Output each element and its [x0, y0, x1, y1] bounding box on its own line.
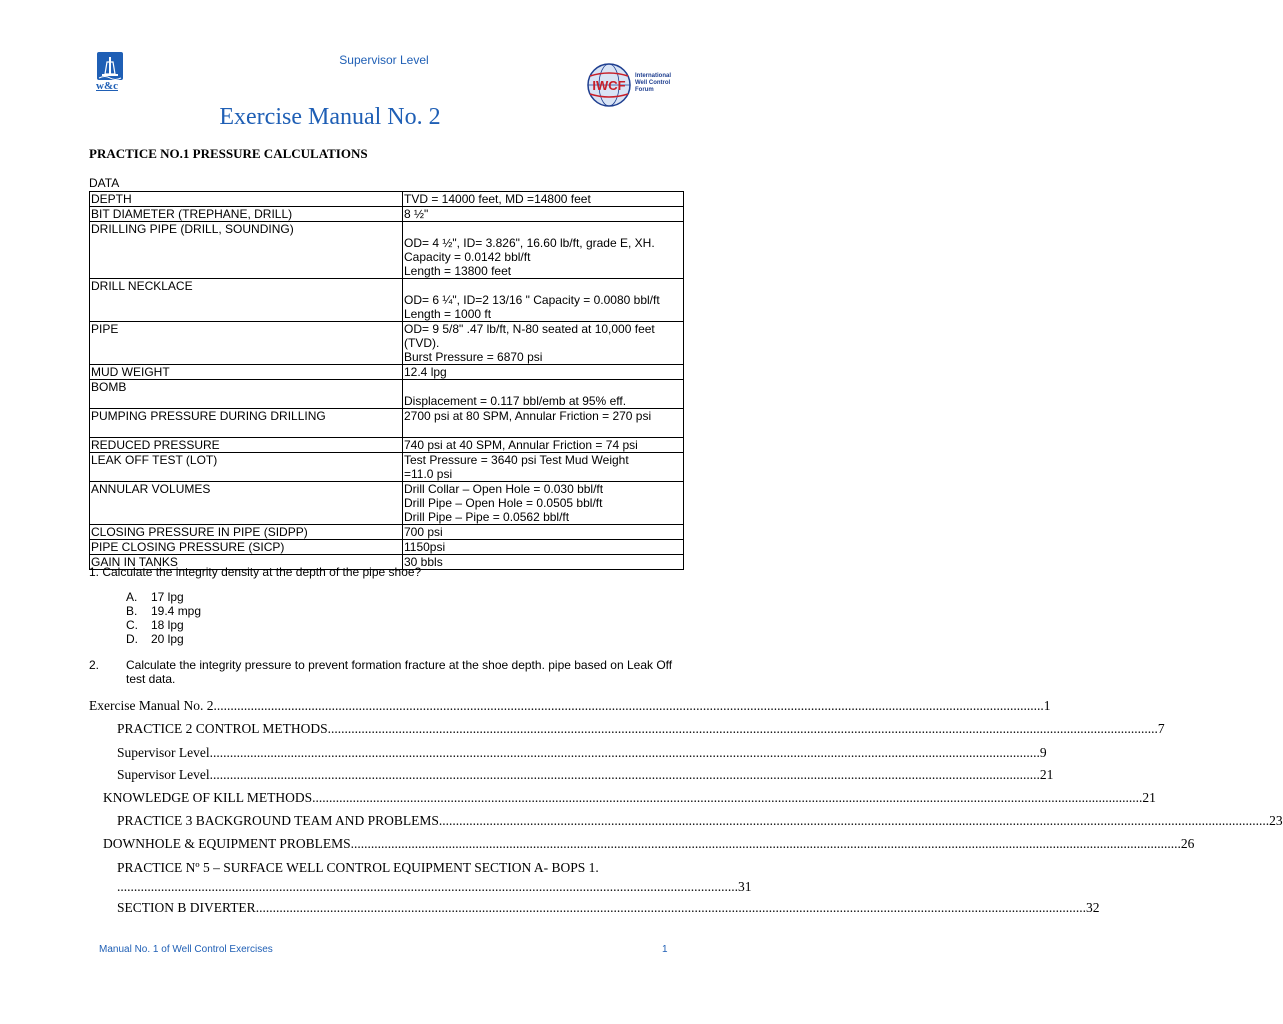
- table-key-cell: LEAK OFF TEST (LOT): [90, 453, 403, 482]
- footer-page-number: 1: [662, 944, 668, 955]
- toc-entry[interactable]: [103, 836, 1195, 852]
- iwcf-caption-line: Forum: [635, 87, 654, 93]
- table-key-cell: MUD WEIGHT: [90, 365, 403, 380]
- table-value-line: 8 ½": [404, 207, 429, 221]
- option-text: 20 lpg: [151, 632, 184, 646]
- option-letter: D.: [126, 632, 138, 646]
- toc-title: Supervisor Level: [117, 767, 210, 782]
- table-value-cell: [403, 482, 684, 525]
- toc-page: 21: [1142, 790, 1156, 805]
- table-value-cell: [403, 192, 684, 207]
- toc-leader: [439, 813, 1269, 829]
- table-value-cell: [403, 555, 684, 570]
- data-table: [89, 191, 684, 570]
- table-key-cell: PIPE CLOSING PRESSURE (SICP): [90, 540, 403, 555]
- table-value-cell: [403, 525, 684, 540]
- table-value-cell: [403, 438, 684, 453]
- table-key-cell: DRILL NECKLACE: [90, 279, 403, 322]
- iwcf-logo: [586, 62, 680, 108]
- toc-title: PRACTICE 2 CONTROL METHODS: [117, 721, 328, 736]
- iwcf-caption-line: Well Control: [635, 80, 671, 86]
- toc-continuation: [117, 877, 752, 896]
- table-value-cell: [403, 409, 684, 438]
- table-row: [90, 207, 684, 222]
- toc-entry[interactable]: [117, 767, 1054, 783]
- table-row: [90, 409, 684, 438]
- table-value-line: OD= 9 5/8" .47 lb/ft, N-80 seated at 10,000 feet: [404, 322, 655, 336]
- data-label: DATA: [89, 176, 120, 190]
- toc-leader: [328, 721, 1158, 737]
- table-value-line: Drill Pipe – Open Hole = 0.0505 bbl/ft: [404, 496, 603, 510]
- option-item: [126, 604, 201, 618]
- table-key-cell: REDUCED PRESSURE: [90, 438, 403, 453]
- option-letter: B.: [126, 604, 138, 618]
- option-text: 19.4 mpg: [151, 604, 202, 618]
- table-value-line: Drill Pipe – Pipe = 0.0562 bbl/ft: [404, 510, 570, 524]
- toc-page: 9: [1039, 745, 1047, 760]
- toc-entry[interactable]: [89, 698, 1051, 714]
- table-row: [90, 540, 684, 555]
- table-row: [90, 438, 684, 453]
- option-text: 17 lpg: [151, 590, 184, 604]
- option-letter: C.: [126, 618, 138, 632]
- table-key-cell: GAIN IN TANKS: [90, 555, 403, 570]
- option-text: 18 lpg: [151, 618, 184, 632]
- toc-leader: [210, 767, 1040, 783]
- table-value-cell: [403, 540, 684, 555]
- table-row: [90, 222, 684, 279]
- table-value-line: 2700 psi at 80 SPM, Annular Friction = 270 psi: [404, 409, 652, 423]
- toc-entry-multiline[interactable]: [117, 858, 752, 896]
- toc-leader: [312, 790, 1142, 806]
- table-key-cell: ANNULAR VOLUMES: [90, 482, 403, 525]
- table-row: [90, 365, 684, 380]
- table-value-line: Test Pressure = 3640 psi Test Mud Weight: [404, 453, 629, 467]
- toc-entry[interactable]: [117, 745, 1047, 761]
- toc-page: 31: [738, 879, 752, 894]
- toc-page: 21: [1039, 767, 1054, 782]
- table-key-cell: PUMPING PRESSURE DURING DRILLING: [90, 409, 403, 438]
- table-row: [90, 322, 684, 365]
- toc-entry[interactable]: [117, 813, 1283, 829]
- toc-leader: [213, 698, 1043, 714]
- table-value-line: =11.0 psi: [404, 467, 453, 481]
- toc-page: 23: [1269, 813, 1283, 828]
- iwcf-caption: [635, 73, 671, 94]
- option-letter: A.: [126, 590, 138, 604]
- table-value-line: (TVD).: [404, 336, 440, 350]
- toc-page: 7: [1157, 721, 1165, 736]
- table-value-cell: [403, 322, 684, 365]
- table-row: [90, 525, 684, 540]
- toc-title: Supervisor Level: [117, 745, 210, 760]
- wc-logo-text: w&c: [96, 80, 118, 92]
- table-value-line: Capacity = 0.0142 bbl/ft: [404, 250, 531, 264]
- toc-leader: [351, 836, 1181, 852]
- table-value-line: Burst Pressure = 6870 psi: [404, 350, 543, 364]
- globe-icon: [586, 62, 632, 108]
- table-value-cell: [403, 222, 684, 279]
- footer-text: Manual No. 1 of Well Control Exercises: [99, 944, 273, 955]
- table-key-cell: DEPTH: [90, 192, 403, 207]
- table-value-line: OD= 6 ¼", ID=2 13/16 " Capacity = 0.0080 bbl/ft: [404, 293, 660, 307]
- option-item: [126, 632, 201, 646]
- toc-title: PRACTICE Nº 5 – SURFACE WELL CONTROL EQUIPMENT SECTION A- BOPS 1.: [117, 860, 599, 875]
- table-row: [90, 192, 684, 207]
- table-value-line: Length = 1000 ft: [404, 307, 492, 321]
- option-item: [126, 618, 201, 632]
- question-1: 1. Calculate the integrity density at the depth of the pipe shoe?: [89, 565, 422, 579]
- toc-entry[interactable]: [117, 900, 1100, 916]
- toc-title: DOWNHOLE & EQUIPMENT PROBLEMS: [103, 836, 351, 851]
- table-value-line: 740 psi at 40 SPM, Annular Friction = 74 psi: [404, 438, 638, 452]
- table-value-line: [404, 222, 682, 236]
- question-2-number: 2.: [89, 658, 100, 672]
- table-value-cell: [403, 279, 684, 322]
- toc-title: KNOWLEDGE OF KILL METHODS: [103, 790, 313, 805]
- table-value-cell: [403, 380, 684, 409]
- table-value-cell: [403, 207, 684, 222]
- table-value-line: OD= 4 ½", ID= 3.826", 16.60 lb/ft, grade E, XH.: [404, 236, 655, 250]
- table-value-line: 12.4 lpg: [404, 365, 447, 379]
- table-key-cell: BIT DIAMETER (TREPHANE, DRILL): [90, 207, 403, 222]
- practice-heading: PRACTICE NO.1 PRESSURE CALCULATIONS: [89, 146, 368, 161]
- toc-title: SECTION B DIVERTER: [117, 900, 256, 915]
- table-value-line: 700 psi: [404, 525, 443, 539]
- toc-entry[interactable]: [117, 721, 1165, 737]
- table-value-cell: [403, 453, 684, 482]
- table-value-line: [404, 380, 682, 394]
- question-1-options: [126, 590, 201, 646]
- wc-logo-icon: [97, 52, 123, 80]
- table-value-line: Length = 13800 feet: [404, 264, 512, 278]
- table-value-line: [404, 423, 682, 437]
- question-2-text: Calculate the integrity pressure to prevent formation fracture at the shoe depth. pipe based on Leak Off test data.: [126, 658, 673, 686]
- table-value-line: [404, 279, 682, 293]
- table-value-line: 1150psi: [404, 540, 446, 554]
- toc-leader: ........................................................................................................................................................................................: [117, 879, 738, 894]
- table-key-cell: CLOSING PRESSURE IN PIPE (SIDPP): [90, 525, 403, 540]
- option-item: [126, 590, 201, 604]
- toc-leader: [256, 900, 1086, 916]
- table-value-line: 30 bbls: [404, 555, 443, 569]
- document-title: Exercise Manual No. 2: [219, 104, 441, 130]
- toc-page: 26: [1180, 836, 1195, 851]
- table-value-line: TVD = 14000 feet, MD =14800 feet: [404, 192, 591, 206]
- iwcf-caption-line: International: [635, 73, 672, 79]
- table-key-cell: PIPE: [90, 322, 403, 365]
- table-key-cell: DRILLING PIPE (DRILL, SOUNDING): [90, 222, 403, 279]
- toc-title: Exercise Manual No. 2: [89, 698, 214, 713]
- table-row: [90, 279, 684, 322]
- toc-leader: [210, 745, 1040, 761]
- table-row: [90, 453, 684, 482]
- table-value-cell: [403, 365, 684, 380]
- toc-title: PRACTICE 3 BACKGROUND TEAM AND PROBLEMS: [117, 813, 439, 828]
- toc-page: 32: [1085, 900, 1100, 915]
- table-key-cell: BOMB: [90, 380, 403, 409]
- iwcf-letters: IWCF: [592, 78, 626, 93]
- table-row: [90, 380, 684, 409]
- header-level-text: Supervisor Level: [339, 53, 429, 67]
- table-value-line: Displacement = 0.117 bbl/emb at 95% eff.: [404, 394, 627, 408]
- toc-page: 1: [1043, 698, 1051, 713]
- table-value-line: Drill Collar – Open Hole = 0.030 bbl/ft: [404, 482, 604, 496]
- toc-entry[interactable]: [103, 790, 1156, 806]
- table-row: [90, 482, 684, 525]
